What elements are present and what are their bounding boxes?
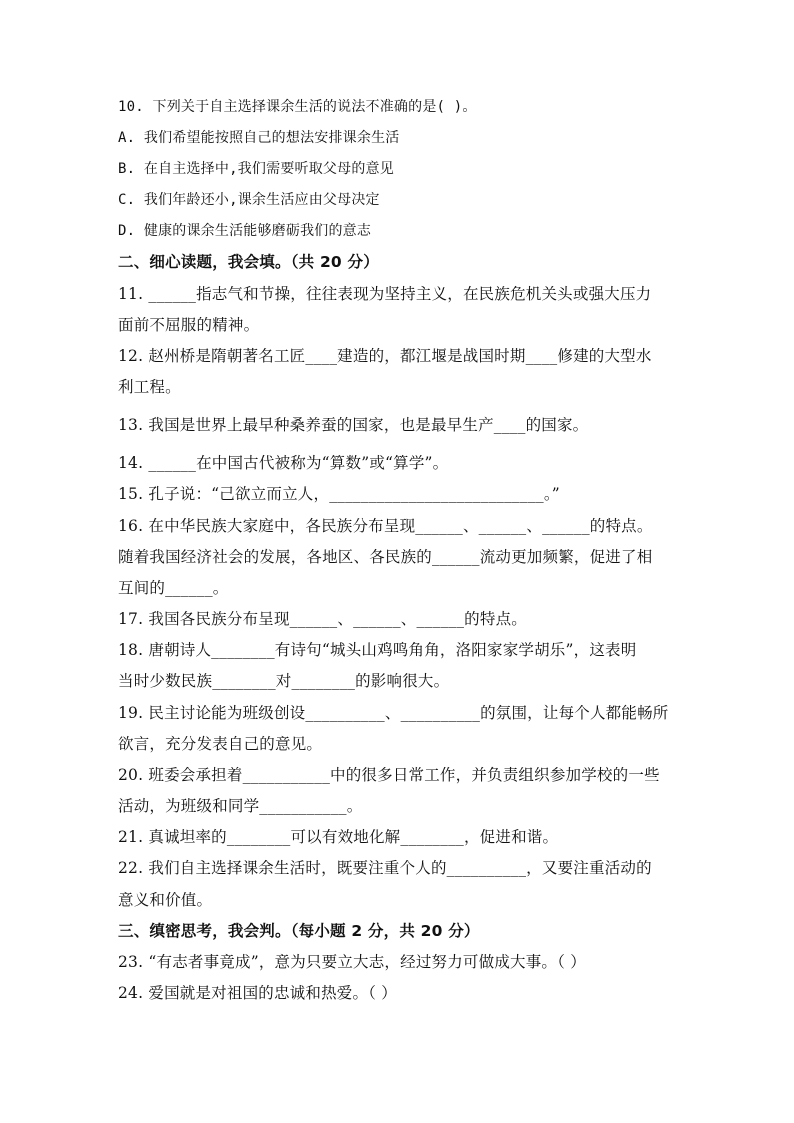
question-20-line-1: 20. 班委会承担着___________中的很多日常工作，并负责组织参加学校的一些 xyxy=(118,766,660,784)
question-16-line-2: 随着我国经济社会的发展，各地区、各民族的______流动更加频繁，促进了相 xyxy=(118,548,653,566)
question-10-option-a: A. 我们希望能按照自己的想法安排课余生活 xyxy=(118,130,400,146)
question-15: 15. 孔子说：“己欲立而立人，___________________________。” xyxy=(118,485,560,503)
section-3-heading: 三、缜密思考，我会判。（每小题 2 分，共 20 分） xyxy=(118,922,480,940)
section-2-heading: 二、细心读题，我会填。（共 20 分） xyxy=(118,253,379,271)
question-12-line-1: 12. 赵州桥是隋朝著名工匠____建造的，都江堰是战国时期____修建的大型水 xyxy=(118,347,652,365)
question-19-line-1: 19. 民主讨论能为班级创设__________、__________的氛围，让每个人都能畅所 xyxy=(118,704,669,722)
question-18-line-2: 当时少数民族________对________的影响很大。 xyxy=(118,672,450,690)
question-24: 24. 爱国就是对祖国的忠诚和热爱。（ ） xyxy=(118,984,397,1002)
question-19-line-2: 欲言，充分发表自己的意见。 xyxy=(118,735,323,753)
question-10-stem: 10. 下列关于自主选择课余生活的说法不准确的是( )。 xyxy=(118,99,477,115)
question-14: 14. ______在中国古代被称为“算数”或“算学”。 xyxy=(118,454,449,472)
question-16-line-3: 互间的______。 xyxy=(118,579,229,597)
question-10-option-b: B. 在自主选择中,我们需要听取父母的意见 xyxy=(118,161,394,177)
question-20-line-2: 活动，为班级和同学___________。 xyxy=(118,797,363,815)
question-22-line-1: 22. 我们自主选择课余生活时，既要注重个人的__________，又要注重活动的 xyxy=(118,859,652,877)
question-21: 21. 真诚坦率的________可以有效地化解________，促进和谐。 xyxy=(118,828,559,846)
question-11-line-2: 面前不屈服的精神。 xyxy=(118,316,260,334)
question-11-line-1: 11. ______指志气和节操，往往表现为坚持主义，在民族危机关头或强大压力 xyxy=(118,285,652,303)
question-17: 17. 我国各民族分布呈现______、______、______的特点。 xyxy=(118,610,527,628)
question-22-line-2: 意义和价值。 xyxy=(118,891,213,909)
question-10-option-c: C. 我们年龄还小,课余生活应由父母决定 xyxy=(118,192,380,208)
question-18-line-1: 18. 唐朝诗人________有诗句“城头山鸡鸣角角，洛阳家家学胡乐”，这表明 xyxy=(118,641,637,659)
question-12-line-2: 利工程。 xyxy=(118,378,181,396)
question-13: 13. 我国是世界上最早种桑养蚕的国家，也是最早生产____的国家。 xyxy=(118,416,589,434)
question-23: 23. “有志者事竟成”，意为只要立大志，经过努力可做成大事。（ ） xyxy=(118,953,586,971)
question-10-option-d: D. 健康的课余生活能够磨砺我们的意志 xyxy=(118,223,372,239)
question-16-line-1: 16. 在中华民族大家庭中，各民族分布呈现______、______、______的特点。 xyxy=(118,517,653,535)
